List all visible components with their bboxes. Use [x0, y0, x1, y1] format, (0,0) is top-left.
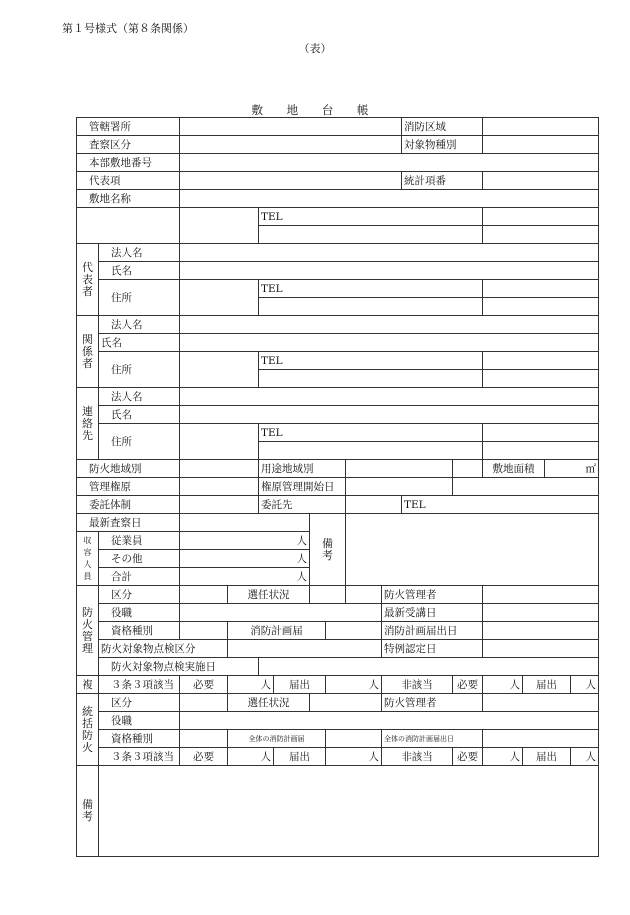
shikichi-tel-sub[interactable]	[259, 226, 483, 244]
fuku-hitsuyo-label: 必要	[180, 676, 228, 694]
itakusaki-tel-label: TEL	[402, 496, 599, 514]
row-boka-yakushoku	[77, 604, 599, 622]
fuku-higaito-hitsuyo-value[interactable]: 人	[483, 676, 523, 694]
side-label: （表）	[298, 42, 332, 55]
yoto-chiiki-label: 用途地域別	[259, 460, 346, 478]
row-daihyosha-shimei	[77, 262, 599, 280]
boka-sennin-extra[interactable]	[346, 586, 382, 604]
ledger-table	[76, 117, 599, 857]
tokurei-value[interactable]	[483, 640, 599, 658]
biko-vertical-label: 備考	[77, 766, 99, 857]
tenken-kubun-label: 防火対象物点検区分	[99, 640, 228, 658]
tenken-jisshi-value[interactable]	[259, 658, 599, 676]
biko-mid-label: 備考	[310, 514, 346, 586]
tokatsu-higaito-label: 非該当	[382, 748, 453, 766]
boka-shikaku-value[interactable]	[180, 622, 228, 640]
row-boka-kubun	[77, 586, 599, 604]
row-kankatsu	[77, 118, 599, 136]
fuku-higaito-label: 非該当	[382, 676, 453, 694]
jugyoin-label: 従業員	[99, 532, 180, 550]
row-tenken-kubun	[77, 640, 599, 658]
renraku-jusho-value[interactable]	[180, 424, 259, 460]
row-kanri-kengen	[77, 478, 599, 496]
shikichi-tel-label: TEL	[259, 208, 483, 226]
keikaku-todoke-bi-label: 消防計画届出日	[382, 622, 483, 640]
tokatsu-sennin-value[interactable]	[310, 694, 382, 712]
tenken-jisshi-label: 防火対象物点検実施日	[99, 658, 259, 676]
daihyosha-vertical-label: 代表者	[77, 244, 99, 316]
yoto-chiiki-extra[interactable]	[453, 460, 483, 478]
fuku-higaito-hitsuyo-label: 必要	[453, 676, 483, 694]
row-tokatsu-shikaku	[77, 730, 599, 748]
shikichi-menseki-label: 敷地面積	[483, 460, 545, 478]
sasatsu-kubun-label: 査察区分	[77, 136, 180, 154]
tokatsu-hitsuyo-label: 必要	[180, 748, 228, 766]
kankeisha-hojin-value[interactable]	[180, 316, 599, 334]
daihyosha-tel-value[interactable]	[483, 280, 599, 298]
shobo-keikaku-label: 消防計画届	[228, 622, 326, 640]
shikichi-tel-value[interactable]	[483, 208, 599, 226]
row-shikichi-tel	[77, 208, 599, 226]
daihyosha-jusho-value[interactable]	[180, 280, 259, 316]
tokatsu-kanrisha-value[interactable]	[483, 694, 599, 712]
gokei-value[interactable]: 人	[180, 568, 310, 586]
kankeisha-jusho-label: 住所	[99, 352, 180, 388]
boka-shikaku-label: 資格種別	[99, 622, 180, 640]
kankeisha-vertical-label: 関係者	[77, 316, 99, 388]
renraku-shimei-value[interactable]	[180, 406, 599, 424]
tokatsu-shikaku-value[interactable]	[180, 730, 228, 748]
renraku-tel-label: TEL	[259, 424, 483, 442]
honbu-shikichi-label: 本部敷地番号	[77, 154, 180, 172]
renrakusaki-vertical-label: 連絡先	[77, 388, 99, 460]
shikichi-meisho-label: 敷地名称	[77, 190, 180, 208]
row-renraku-shimei	[77, 406, 599, 424]
tokatsu-kanrisha-label: 防火管理者	[382, 694, 483, 712]
row-itaku	[77, 496, 599, 514]
yoto-chiiki-value[interactable]	[346, 460, 453, 478]
kankeisha-tel-value[interactable]	[483, 352, 599, 370]
zentai-keikaku-value[interactable]	[326, 730, 382, 748]
taisho-shubetsu-value[interactable]	[483, 136, 599, 154]
row-sasatsu	[77, 136, 599, 154]
tokatsu-higaito-hitsuyo-value[interactable]: 人	[483, 748, 523, 766]
zentai-keikaku-bi-value[interactable]	[483, 730, 599, 748]
row-daihyosha-tel	[77, 280, 599, 298]
row-kankeisha-tel	[77, 352, 599, 370]
renraku-tel-sub[interactable]	[259, 442, 483, 460]
shobo-keikaku-value[interactable]	[326, 622, 382, 640]
kankeisha-tel-sub[interactable]	[259, 370, 483, 388]
boka-kubun-label: 区分	[99, 586, 180, 604]
shobo-kuiki-value[interactable]	[483, 118, 599, 136]
itaku-taisei-label: 委託体制	[77, 496, 180, 514]
tokurei-label: 特例認定日	[382, 640, 483, 658]
kengen-kaishi-label: 権原管理開始日	[259, 478, 346, 496]
shikichi-meisho-value[interactable]	[180, 190, 599, 208]
sonota-label: その他	[99, 550, 180, 568]
shikichi-tel-sub-value[interactable]	[483, 226, 599, 244]
daihyosha-jusho-label: 住所	[99, 280, 180, 316]
renraku-hojin-value[interactable]	[180, 388, 599, 406]
kengen-kaishi-extra[interactable]	[453, 478, 599, 496]
tokatsu-sennin-label: 選任状況	[228, 694, 310, 712]
boka-kanrisha-label: 防火管理者	[382, 586, 483, 604]
kankatsu-label: 管轄署所	[77, 118, 180, 136]
row-renraku-tel	[77, 424, 599, 442]
boka-kanrisha-value[interactable]	[483, 586, 599, 604]
tokei-koban-value[interactable]	[483, 172, 599, 190]
fuku-todokede-value[interactable]: 人	[326, 676, 382, 694]
biko-mid-value[interactable]	[346, 514, 599, 586]
tokatsu-sanjo-label: ３条３項該当	[99, 748, 180, 766]
renraku-shimei-label: 氏名	[99, 406, 180, 424]
boka-kanri-vertical-label: 防火管理	[77, 586, 99, 676]
form-number-label: 第１号様式（第８条関係）	[62, 22, 194, 35]
tokatsu-kubun-value[interactable]	[180, 694, 228, 712]
kankeisha-tel-sub-value[interactable]	[483, 370, 599, 388]
row-fuku	[77, 676, 599, 694]
kanri-kengen-label: 管理権原	[77, 478, 180, 496]
daihyosha-tel-label: TEL	[259, 280, 483, 298]
tokatsu-hitsuyo-value[interactable]: 人	[228, 748, 274, 766]
tokatsu-yakushoku-value[interactable]	[180, 712, 599, 730]
fuku-higaito-todokede-value[interactable]: 人	[571, 676, 599, 694]
row-kankeisha-shimei	[77, 334, 599, 352]
kankatsu-value[interactable]	[180, 118, 402, 136]
biko-value[interactable]	[99, 766, 599, 857]
boka-yakushoku-value[interactable]	[180, 604, 382, 622]
row-renraku-hojin	[77, 388, 599, 406]
boka-kubun-value[interactable]	[180, 586, 228, 604]
daihyosha-hojin-value[interactable]	[180, 244, 599, 262]
row-tokatsu-yakushoku	[77, 712, 599, 730]
shobo-kuiki-label: 消防区域	[402, 118, 483, 136]
fuku-todokede-label: 届出	[274, 676, 326, 694]
row-boka-shikaku	[77, 622, 599, 640]
row-daihyoko	[77, 172, 599, 190]
taisho-shubetsu-label: 対象物種別	[402, 136, 483, 154]
daihyosha-tel-sub-value[interactable]	[483, 298, 599, 316]
tokatsu-kubun-label: 区分	[99, 694, 180, 712]
zentai-keikaku-bi-label: 全体の消防計画届出日	[382, 730, 483, 748]
zentai-keikaku-label: 全体の消防計画届	[228, 730, 326, 748]
row-honbu	[77, 154, 599, 172]
row-saishin-sasatsu	[77, 514, 599, 532]
tokei-koban-label: 統計項番	[402, 172, 483, 190]
saishin-sasatsu-value[interactable]	[180, 514, 310, 532]
row-boka-chiiki	[77, 460, 599, 478]
fuku-hitsuyo-value[interactable]: 人	[228, 676, 274, 694]
sasatsu-kubun-value[interactable]	[180, 136, 402, 154]
row-biko	[77, 766, 599, 857]
row-tokatsu-kubun	[77, 694, 599, 712]
saishin-jukou-label: 最新受講日	[382, 604, 483, 622]
row-tenken-jisshi	[77, 658, 599, 676]
renraku-hojin-label: 法人名	[99, 388, 180, 406]
tokatsu-higaito-todokede-value[interactable]: 人	[571, 748, 599, 766]
shikichi-address-value[interactable]	[180, 208, 259, 244]
tokatsu-yakushoku-label: 役職	[99, 712, 180, 730]
daihyosha-shimei-label: 氏名	[99, 262, 180, 280]
daihyoko-label: 代表項	[77, 172, 180, 190]
kankeisha-shimei-value[interactable]	[180, 334, 599, 352]
jugyoin-value[interactable]: 人	[180, 532, 310, 550]
tokatsu-shikaku-label: 資格種別	[99, 730, 180, 748]
kengen-kaishi-value[interactable]	[346, 478, 453, 496]
tokatsu-higaito-todokede-label: 届出	[523, 748, 571, 766]
itaku-taisei-value[interactable]	[180, 496, 259, 514]
itakusaki-label: 委託先	[259, 496, 346, 514]
row-shikichi-meisho	[77, 190, 599, 208]
fuku-higaito-todokede-label: 届出	[523, 676, 571, 694]
renraku-jusho-label: 住所	[99, 424, 180, 460]
shikichi-address-blank	[77, 208, 180, 244]
renraku-tel-sub-value[interactable]	[483, 442, 599, 460]
itakusaki-value[interactable]	[346, 496, 402, 514]
gokei-label: 合計	[99, 568, 180, 586]
tokatsu-higaito-hitsuyo-label: 必要	[453, 748, 483, 766]
row-tokatsu-sanjo	[77, 748, 599, 766]
row-daihyosha-hojin	[77, 244, 599, 262]
boka-sennin-label: 選任状況	[228, 586, 310, 604]
fuku-sanjo-label: ３条３項該当	[99, 676, 180, 694]
daihyosha-shimei-value[interactable]	[180, 262, 599, 280]
honbu-shikichi-value[interactable]	[180, 154, 599, 172]
shuyo-jinin-vertical-label: 収容人員	[77, 532, 99, 586]
saishin-jukou-value[interactable]	[483, 604, 599, 622]
kankeisha-hojin-label: 法人名	[99, 316, 180, 334]
boka-sennin-value[interactable]	[310, 586, 346, 604]
keikaku-todoke-bi-value[interactable]	[483, 622, 599, 640]
tenken-kubun-value[interactable]	[228, 640, 382, 658]
daihyoko-value[interactable]	[180, 172, 402, 190]
daihyosha-hojin-label: 法人名	[99, 244, 180, 262]
renraku-tel-value[interactable]	[483, 424, 599, 442]
tokatsu-boka-vertical-label: 統括防火	[77, 694, 99, 766]
kankeisha-shimei-label: 氏名	[99, 334, 180, 352]
boka-chiiki-label: 防火地域別	[77, 460, 180, 478]
kankeisha-jusho-value[interactable]	[180, 352, 259, 388]
fuku-label: 複	[77, 676, 99, 694]
shikichi-menseki-value[interactable]: ㎡	[545, 460, 599, 478]
saishin-sasatsu-label: 最新査察日	[77, 514, 180, 532]
kanri-kengen-value[interactable]	[180, 478, 259, 496]
daihyosha-tel-sub[interactable]	[259, 298, 483, 316]
boka-yakushoku-label: 役職	[99, 604, 180, 622]
sonota-value[interactable]: 人	[180, 550, 310, 568]
row-kankeisha-hojin	[77, 316, 599, 334]
document-title: 敷 地 台 帳	[251, 103, 379, 117]
kankeisha-tel-label: TEL	[259, 352, 483, 370]
tokatsu-todokede-label: 届出	[274, 748, 326, 766]
boka-chiiki-value[interactable]	[180, 460, 259, 478]
tokatsu-todokede-value[interactable]: 人	[326, 748, 382, 766]
